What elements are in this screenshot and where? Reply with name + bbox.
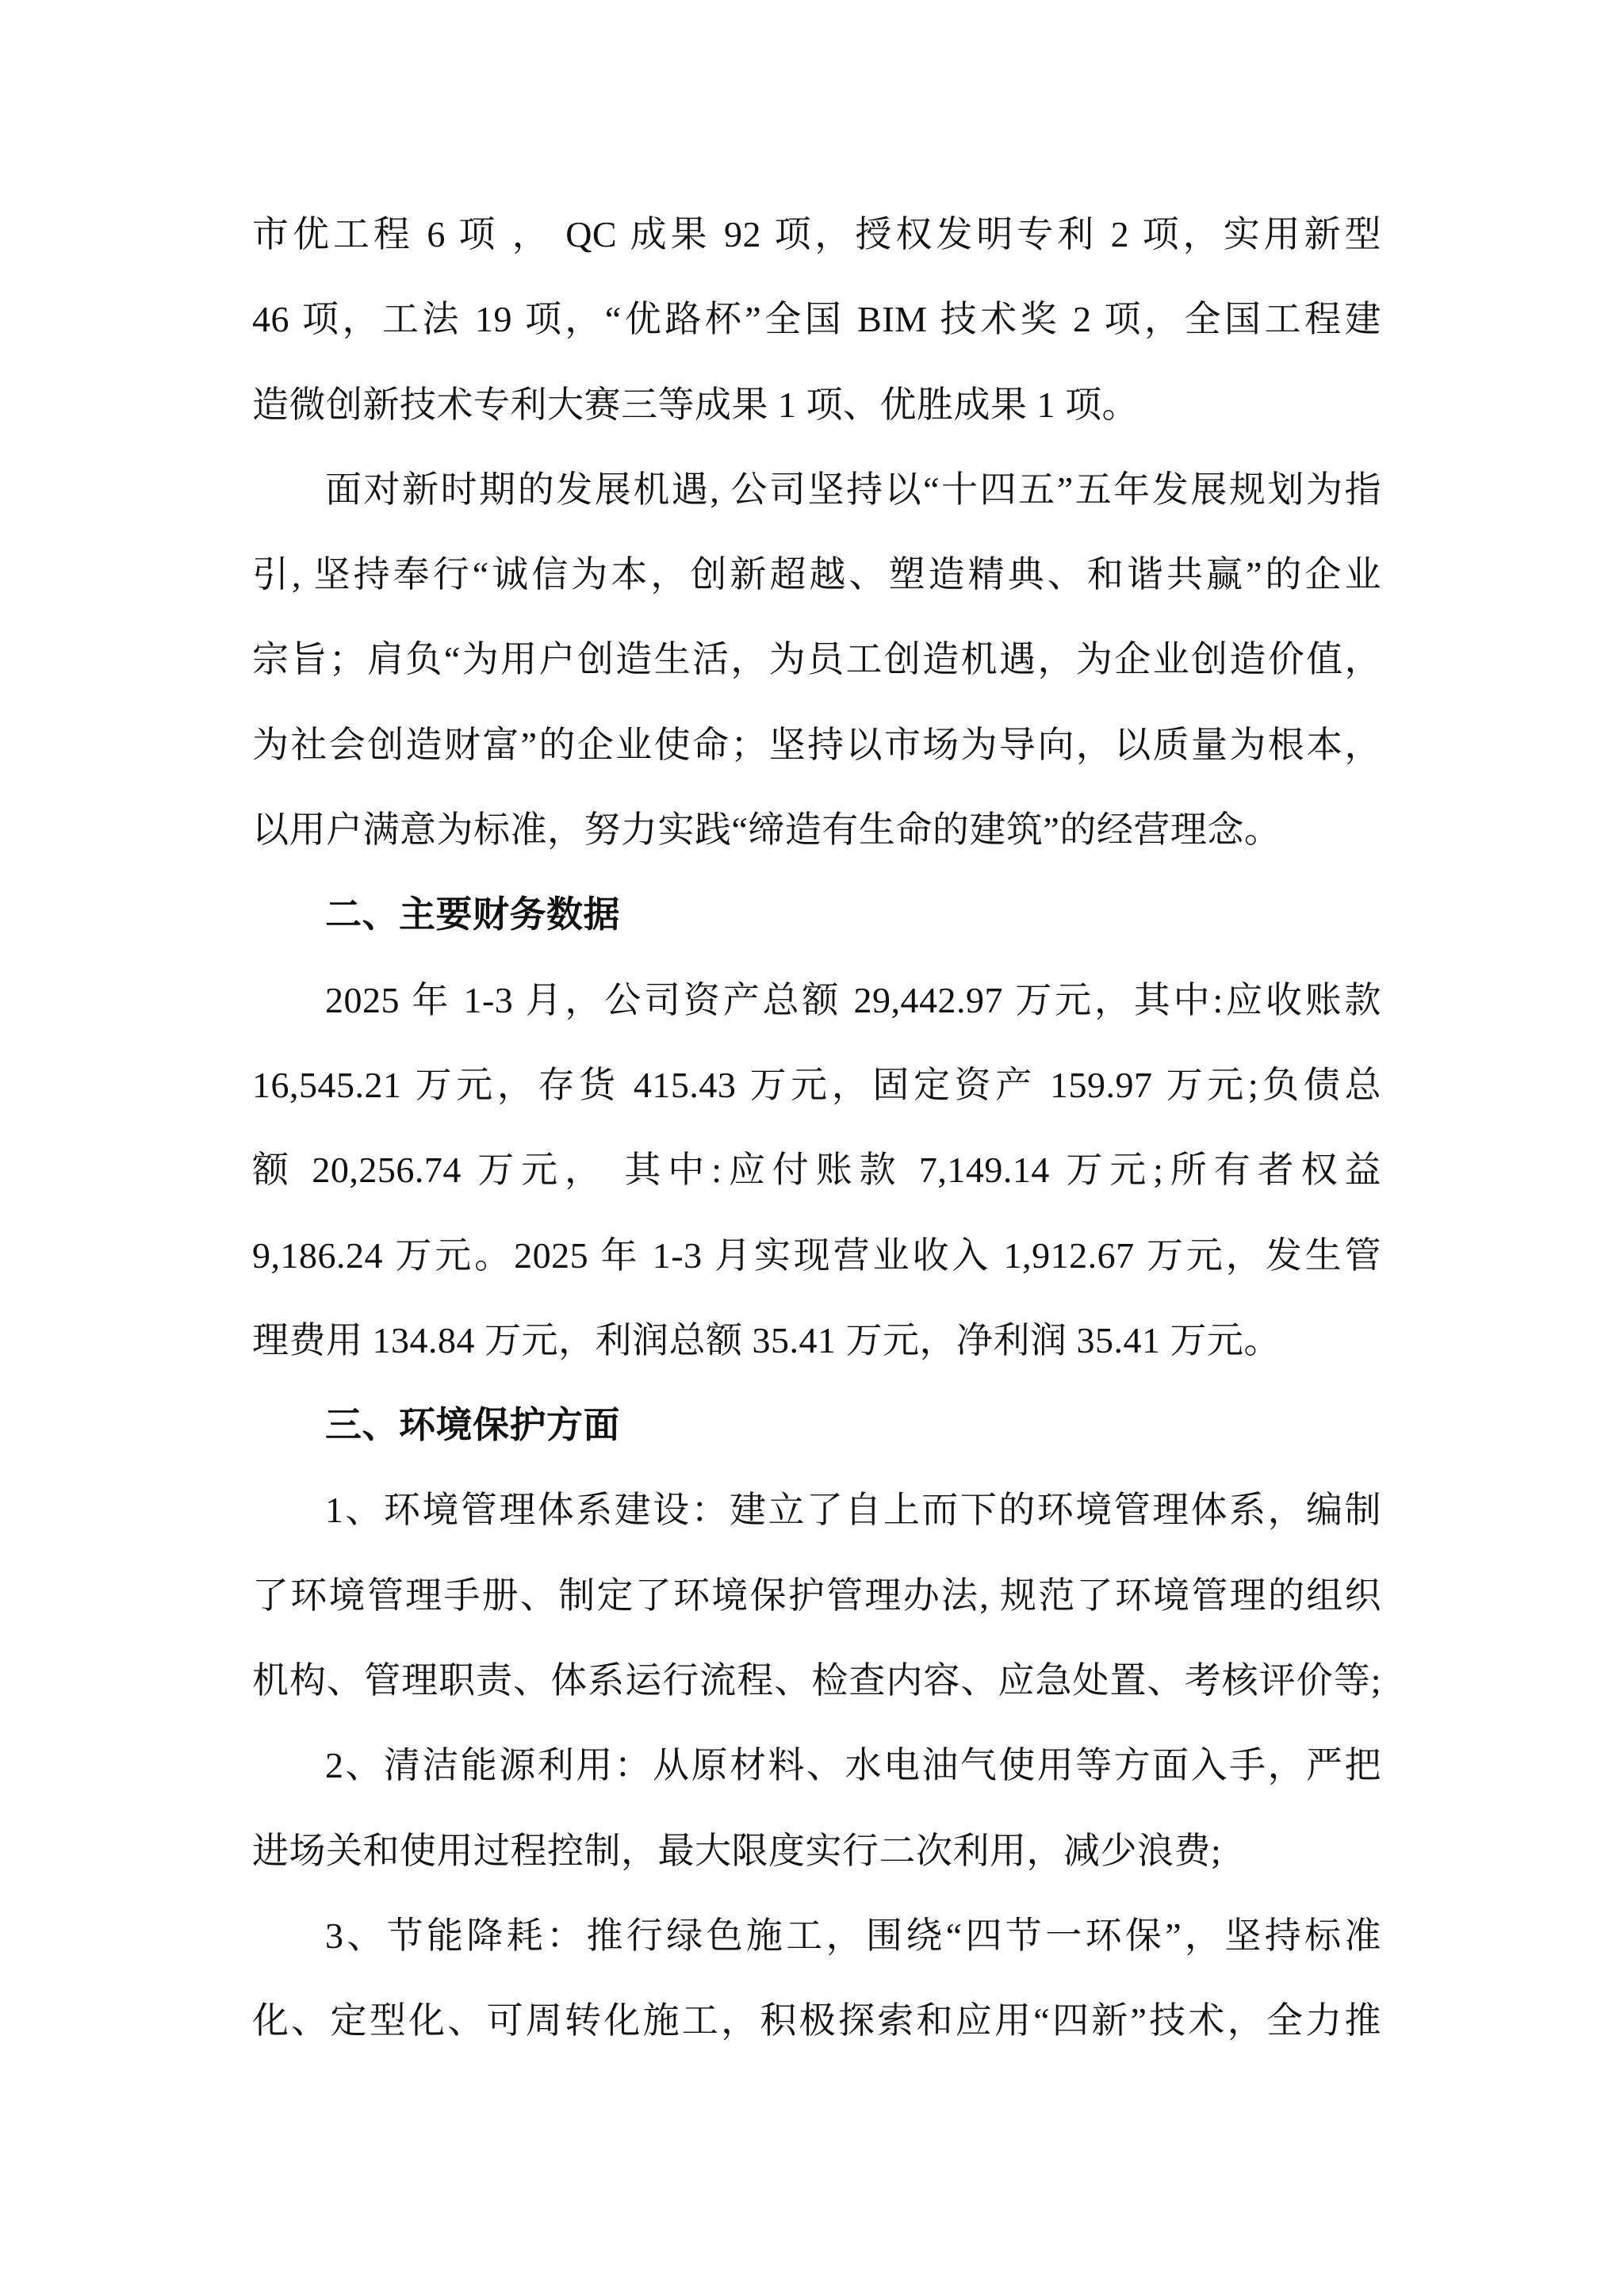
text-line: 宗旨；肩负“为用户创造生活，为员工创造机遇，为企业创造价值， [252, 639, 1381, 680]
text-line: 9,186.24 万元。2025 年 1-3 月实现营业收入 1,912.67 万元，发生管 [252, 1234, 1381, 1276]
section-heading: 三、环境保护方面 [325, 1405, 620, 1446]
section-heading: 二、主要财务数据 [325, 894, 620, 936]
text-line: 1、环境管理体系建设：建立了自上而下的环境管理体系，编制 [325, 1490, 1381, 1531]
text-line: 面对新时期的发展机遇, 公司坚持以“十四五”五年发展规划为指 [325, 469, 1381, 510]
text-line: 2、清洁能源利用：从原材料、水电油气使用等方面入手，严把 [325, 1745, 1381, 1786]
text-line: 46 项，工法 19 项，“优路杯”全国 BIM 技术奖 2 项，全国工程建 [252, 299, 1381, 340]
text-line: 了环境管理手册、制定了环境保护管理办法, 规范了环境管理的组织 [252, 1575, 1381, 1616]
text-line: 市优工程 6 项 ， QC 成果 92 项，授权发明专利 2 项，实用新型 [252, 214, 1381, 254]
text-line: 2025 年 1-3 月，公司资产总额 29,442.97 万元，其中:应收账款 [325, 979, 1381, 1020]
text-line: 化、定型化、可周转化施工，积极探索和应用“四新”技术，全力推 [252, 2000, 1381, 2042]
text-line: 进场关和使用过程控制，最大限度实行二次利用，减少浪费; [252, 1830, 1222, 1871]
text-line: 机构、管理职责、体系运行流程、检查内容、应急处置、考核评价等; [252, 1660, 1381, 1701]
text-line: 为社会创造财富”的企业使命；坚持以市场为导向，以质量为根本， [252, 724, 1381, 765]
text-line: 理费用 134.84 万元，利润总额 35.41 万元，净利润 35.41 万元。 [252, 1319, 1281, 1360]
text-line: 引, 坚持奉行“诚信为本，创新超越、塑造精典、和谐共赢”的企业 [252, 554, 1381, 595]
text-line: 额 20,256.74 万元， 其中:应付账款 7,149.14 万元;所有者权益 [252, 1150, 1381, 1191]
text-line: 以用户满意为标准，努力实践“缔造有生命的建筑”的经营理念。 [252, 809, 1281, 851]
text-line: 3、节能降耗：推行绿色施工，围绕“四节一环保”，坚持标准 [325, 1915, 1381, 1956]
document-body [252, 192, 1381, 2064]
text-line: 16,545.21 万元，存货 415.43 万元，固定资产 159.97 万元;负债总 [252, 1064, 1381, 1105]
text-line: 造微创新技术专利大赛三等成果 1 项、优胜成果 1 项。 [252, 384, 1139, 425]
